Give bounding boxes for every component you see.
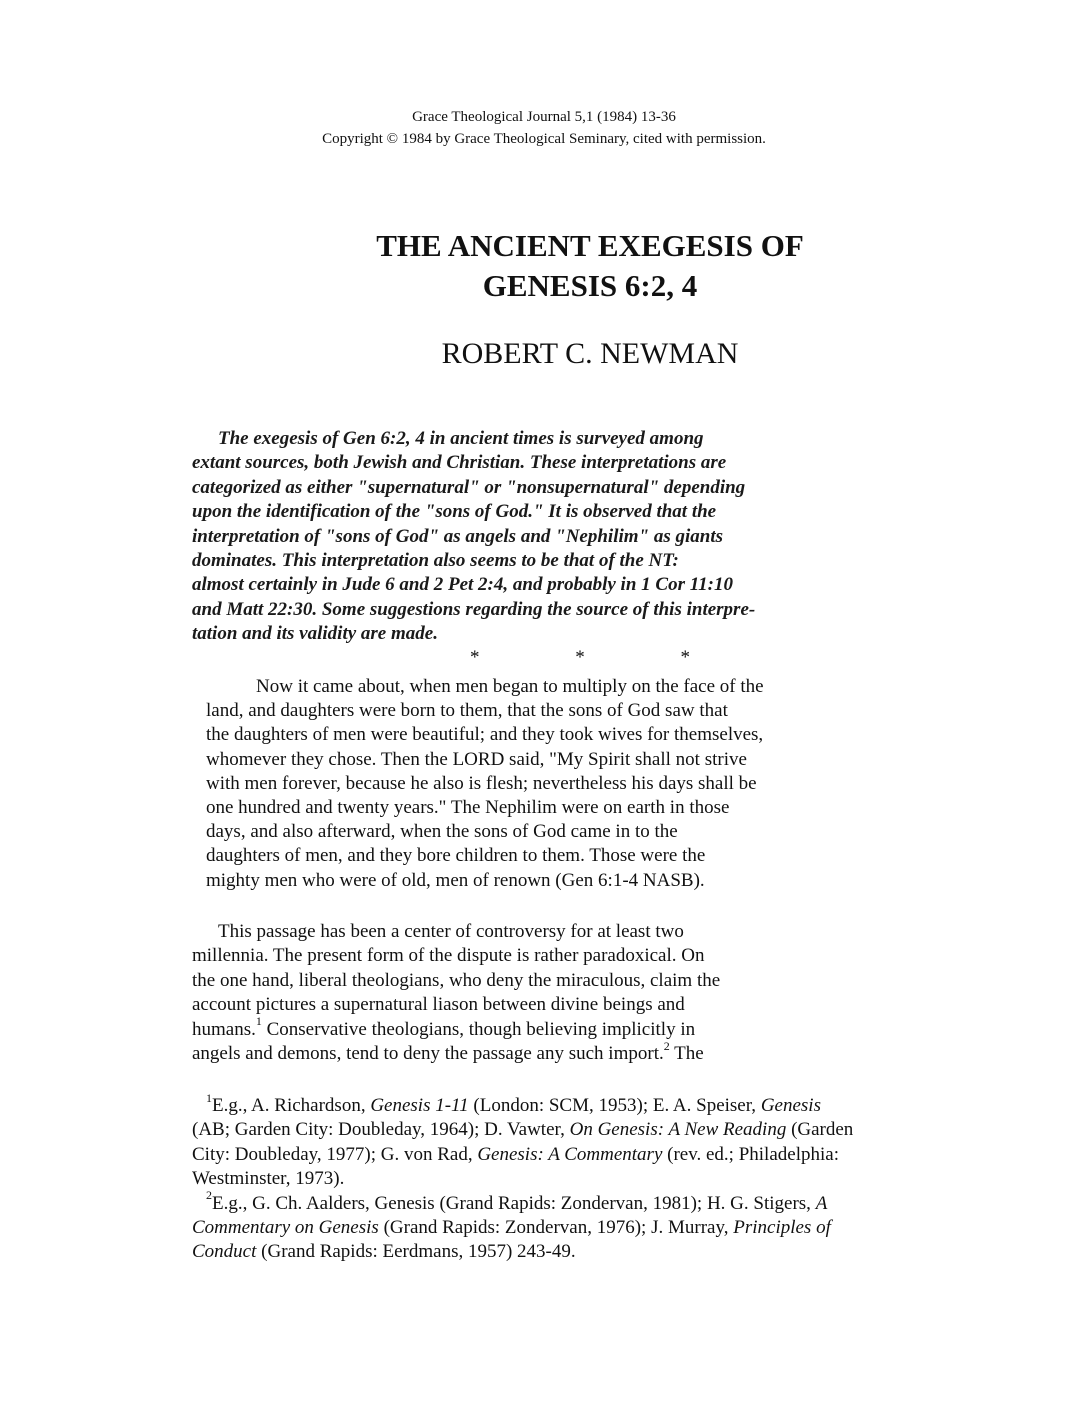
section-separator — [470, 648, 690, 668]
body-line — [192, 1038, 832, 1066]
footnote-text: E.g., G. Ch. Aalders, Genesis (Grand Rapids: Zondervan, 1981); H. G. Stigers, — [212, 1192, 816, 1214]
footnote-line: Westminster, 1973). — [192, 1168, 345, 1190]
title-line-2: GENESIS 6:2, 4 — [482, 268, 698, 303]
body-line: This passage has been a center of controversy for at least two — [218, 921, 684, 942]
footnote-italic: Genesis — [760, 1095, 821, 1116]
footnote-italic: A — [815, 1192, 828, 1214]
footnote-italic: Conduct — [192, 1241, 257, 1263]
separator-star: * — [575, 647, 585, 668]
quote-line: daughters of men, and they bore children to them. Those were the — [206, 845, 706, 867]
title-line-1: THE ANCIENT EXEGESIS OF — [376, 228, 804, 263]
footnote-text: (Garden — [786, 1119, 854, 1141]
footnote-1 — [192, 1090, 952, 1192]
article-title — [190, 226, 990, 306]
footnote-text: City: Doubleday, 1977); G. von Rad, — [192, 1143, 478, 1165]
footnote-line — [192, 1240, 952, 1264]
footnote-line — [192, 1090, 952, 1118]
footnote-number: 2 — [206, 1188, 212, 1203]
footnote-line — [192, 1118, 952, 1142]
quote-line: with men forever, because he also is flesh; nevertheless his days shall be — [206, 772, 757, 794]
footnote-ref-2[interactable]: 2 — [663, 1038, 670, 1053]
quote-line: the daughters of men were beautiful; and they took wives for themselves, — [206, 724, 764, 746]
abstract-line: extant sources, both Jewish and Christian. These interpretations are — [192, 452, 727, 474]
footnote-line — [192, 1143, 952, 1167]
abstract-line: tation and its validity are made. — [192, 623, 438, 645]
footnote-italic: Principles of — [733, 1217, 831, 1239]
body-line: the one hand, liberal theologians, who deny the miraculous, claim the — [192, 969, 721, 991]
quote-line: mighty men who were of old, men of renown (Gen 6:1-4 NASB). — [206, 869, 705, 891]
body-text: The — [669, 1043, 704, 1065]
body-text: humans. — [192, 1018, 256, 1040]
quote-line: land, and daughters were born to them, that the sons of God saw that — [206, 700, 728, 722]
abstract — [192, 427, 832, 647]
abstract-line: almost certainly in Jude 6 and 2 Pet 2:4, and probably in 1 Cor 11:10 — [192, 574, 733, 596]
footnote-line — [192, 1216, 952, 1240]
abstract-line: The exegesis of Gen 6:2, 4 in ancient times is surveyed among — [218, 428, 704, 449]
footnote-italic: Genesis: A Commentary — [477, 1143, 663, 1165]
body-text: Conservative theologians, though believing implicitly in — [261, 1018, 696, 1040]
body-paragraph — [192, 920, 832, 1066]
quote-line: one hundred and twenty years." The Nephilim were on earth in those — [206, 797, 730, 819]
journal-citation: Grace Theological Journal 5,1 (1984) 13-36 — [412, 109, 676, 125]
body-line: millennia. The present form of the dispute is rather paradoxical. On — [192, 945, 705, 967]
footnotes — [192, 1090, 952, 1265]
body-line: account pictures a supernatural liason between divine beings and — [192, 994, 685, 1016]
footnote-text: (AB; Garden City: Doubleday, 1964); D. Vawter, — [192, 1119, 570, 1141]
abstract-line: interpretation of "sons of God" as angels and "Nephilim" as giants — [192, 525, 723, 547]
quote-line: whomever they chose. Then the LORD said, "My Spirit shall not strive — [206, 748, 747, 770]
footnote-text: (Grand Rapids: Eerdmans, 1957) 243-49. — [256, 1241, 576, 1263]
article-author: ROBERT C. NEWMAN — [441, 337, 739, 370]
footnote-italic: Commentary on Genesis — [192, 1217, 379, 1239]
footnote-text: (London: SCM, 1953); E. A. Speiser, — [468, 1095, 761, 1116]
footnote-ref-1[interactable]: 1 — [255, 1014, 262, 1029]
quote-line: days, and also afterward, when the sons of God came in to the — [206, 821, 678, 843]
body-text: angels and demons, tend to deny the passage any such import. — [192, 1043, 664, 1065]
separator-star: * — [680, 647, 690, 668]
footnote-text: (Grand Rapids: Zondervan, 1976); J. Murray, — [378, 1217, 734, 1239]
abstract-line: and Matt 22:30. Some suggestions regarding the source of this interpre- — [192, 598, 756, 620]
journal-header — [0, 106, 1088, 150]
footnote-text: (rev. ed.; Philadelphia: — [662, 1143, 839, 1165]
body-line — [192, 1014, 832, 1042]
abstract-line: upon the identification of the "sons of God." It is observed that the — [192, 501, 717, 523]
footnote-2 — [192, 1188, 952, 1265]
footnote-text: E.g., A. Richardson, — [212, 1095, 371, 1116]
footnote-number: 1 — [206, 1090, 212, 1105]
copyright-notice: Copyright © 1984 by Grace Theological Seminary, cited with permission. — [322, 131, 766, 147]
separator-star: * — [470, 647, 480, 668]
abstract-line: dominates. This interpretation also seems to be that of the NT: — [192, 550, 679, 572]
quote-line: Now it came about, when men began to multiply on the face of the — [256, 676, 764, 697]
footnote-italic: On Genesis: A New Reading — [569, 1119, 787, 1141]
footnote-line — [192, 1188, 952, 1216]
abstract-line: categorized as either "supernatural" or "nonsupernatural" depending — [192, 476, 746, 498]
block-quote — [206, 675, 846, 893]
footnote-italic: Genesis 1-11 — [370, 1095, 469, 1116]
